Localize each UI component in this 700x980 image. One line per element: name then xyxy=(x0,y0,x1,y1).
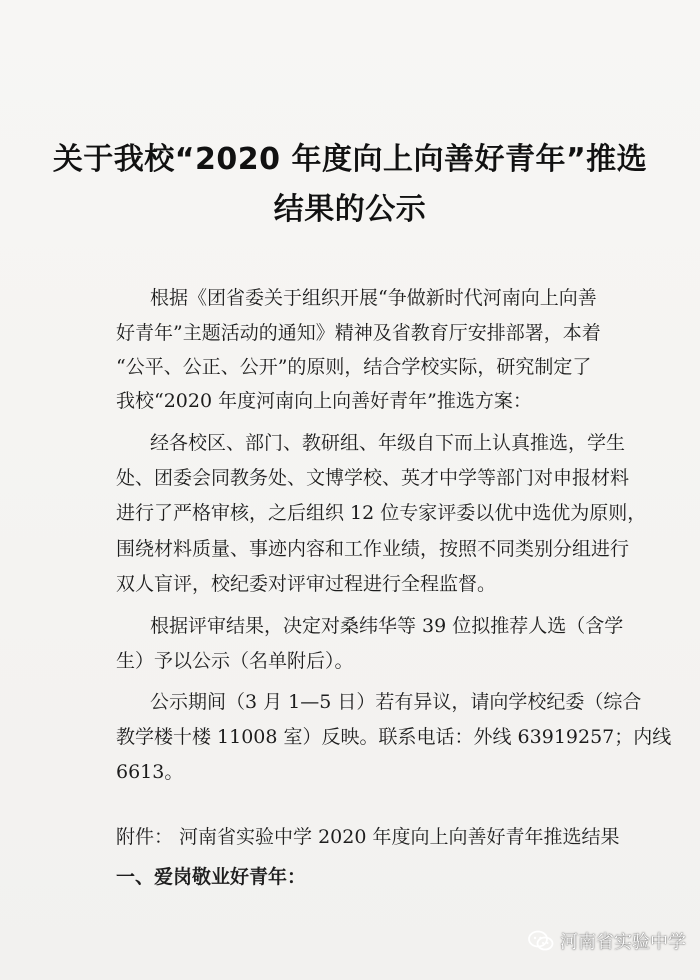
body-line: 围绕材料质量、事迹内容和工作业绩，按照不同类别分组进行 xyxy=(116,538,630,560)
body-line: 根据《团省委关于组织开展“争做新时代河南向上向善 xyxy=(150,287,597,309)
watermark-text: 河南省实验中学 xyxy=(560,932,686,953)
wechat-icon xyxy=(528,930,554,952)
body-line: 根据评审结果，决定对桑纬华等 39 位拟推荐人选（含学 xyxy=(150,615,624,637)
body-line: 处、团委会同教务处、文博学校、英才中学等部门对申报材料 xyxy=(116,467,630,489)
body-line: 双人盲评，校纪委对评审过程进行全程监督。 xyxy=(116,573,497,595)
body-line: 公示期间（3 月 1—5 日）若有异议，请向学校纪委（综合 xyxy=(150,691,642,713)
body-line: 生）予以公示（名单附后）。 xyxy=(116,650,354,672)
body-line: 我校“2020 年度河南向上向善好青年”推选方案： xyxy=(116,390,532,412)
body-line: 好青年”主题活动的通知》精神及省教育厅安排部署，本着 xyxy=(116,322,601,344)
body-line: 进行了严格审核，之后组织 12 位专家评委以优中选优为原则， xyxy=(116,502,647,524)
source-watermark xyxy=(528,928,686,954)
body-line: 经各校区、部门、教研组、年级自下而上认真推选，学生 xyxy=(150,432,626,454)
body-line: 教学楼十楼 11008 室）反映。联系电话：外线 63919257；内线 xyxy=(116,726,672,748)
section-heading: 一、爱岗敬业好青年： xyxy=(116,866,307,888)
attachment-line: 附件： 河南省实验中学 2020 年度向上向善好青年推选结果 xyxy=(116,826,620,848)
title-line-1: 关于我校“2020 年度向上向善好青年”推选 xyxy=(52,142,648,177)
body-line: 6613。 xyxy=(116,761,184,783)
body-line: “公平、公正、公开”的原则，结合学校实际，研究制定了 xyxy=(116,356,592,378)
title-line-2: 结果的公示 xyxy=(273,192,427,227)
